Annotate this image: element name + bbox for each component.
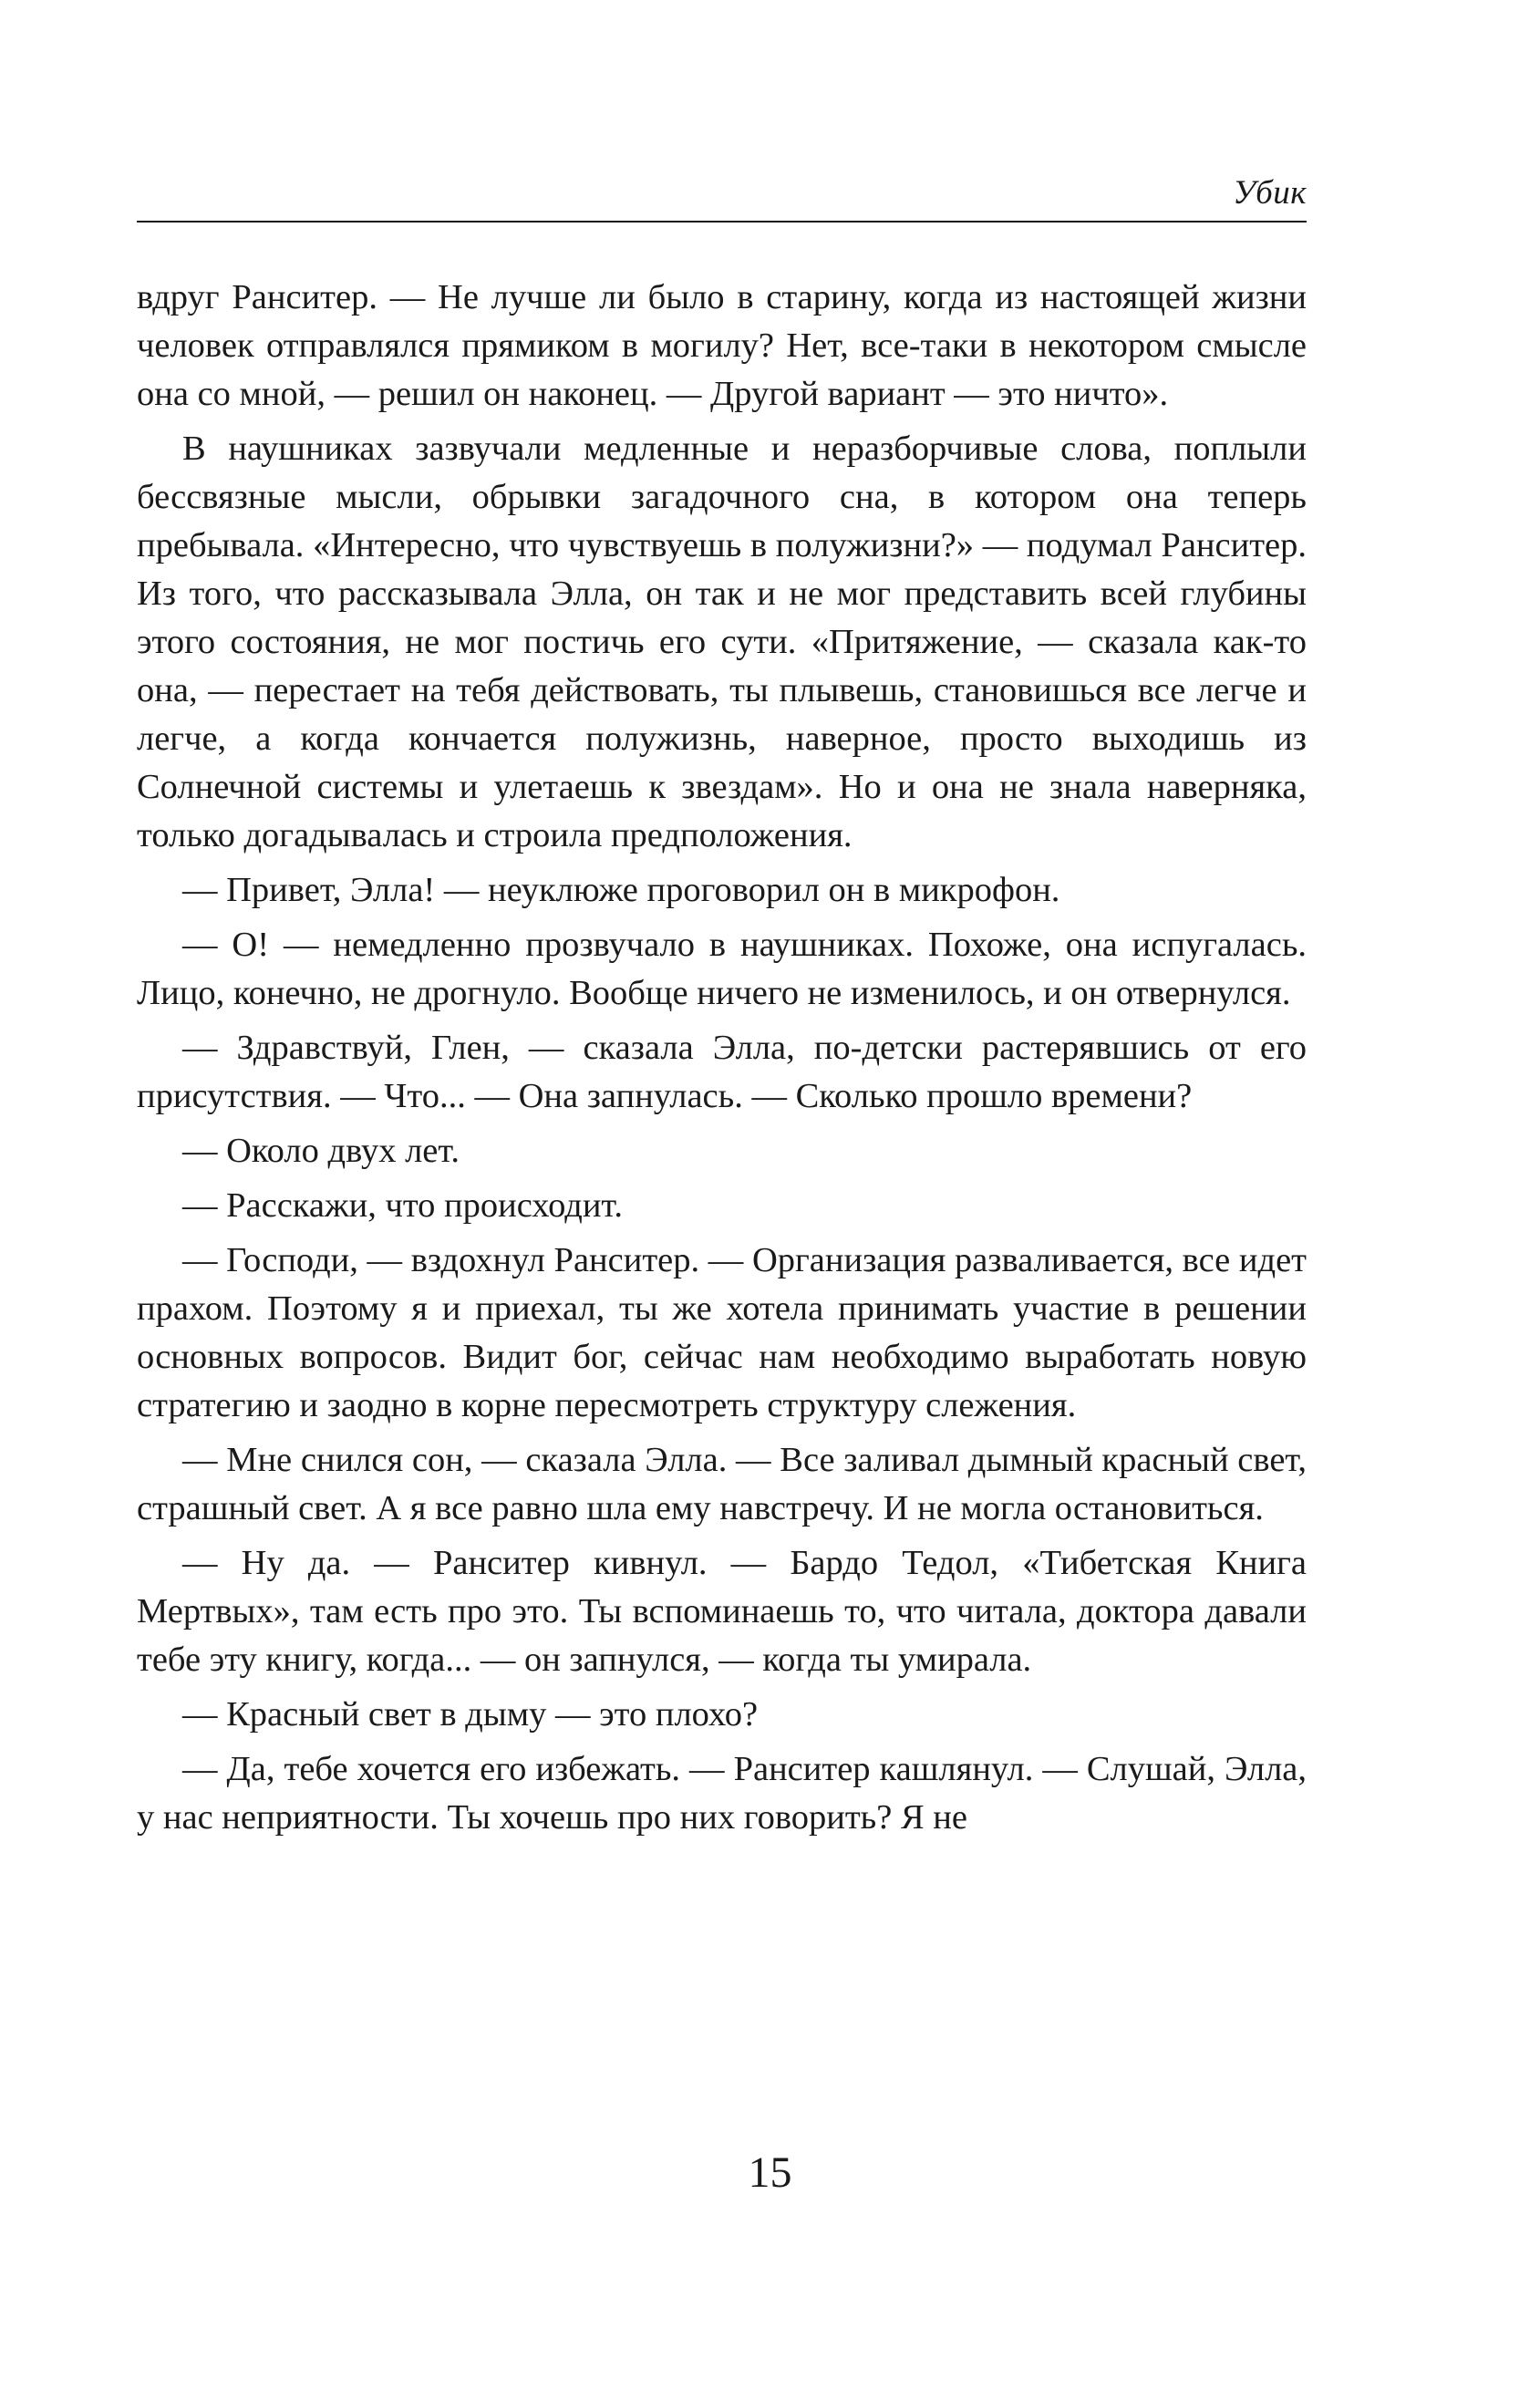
dialogue-line: — Ну да. — Ранситер кивнул. — Бардо Тедол, «Тибетская Книга Мертвых», там есть про это. Ты вспоминаешь то, что читала, доктора давали тебе эту книгу, когда... — он запнулся, — когда ты умирала. (137, 1544, 1307, 1679)
paragraph: В наушниках зазвучали медленные и неразборчивые слова, поплыли бессвязные мысли, обрывки загадочного сна, в котором она теперь пребывала. «Интересно, что чувствуешь в полужизни?» — подумал Ранситер. Из того, что рассказывала Элла, он так и не мог представить всей глубины этого состояния, не мог постичь его сути. «Притяжение, — сказала как-то она, — перестает на тебя действовать, ты плывешь, становишься все легче и легче, а когда кончается полужизнь, наверное, просто выходишь из Солнечной системы и улетаешь к звездам». Но и она не знала наверняка, только догадывалась и строила предположения. (137, 430, 1307, 854)
dialogue-line: — Красный свет в дыму — это плохо? (182, 1695, 759, 1734)
dialogue-line: — Здравствуй, Глен, — сказала Элла, по-детски растерявшись от его присутствия. — Что... — Она запнулась. — Сколько прошло времени? (137, 1029, 1307, 1115)
running-title: Убик (1233, 174, 1307, 212)
paragraph-continued: вдруг Ранситер. — Не лучше ли было в старину, когда из настоящей жизни человек отправлялся прямиком в могилу? Нет, все-таки в некотором смысле она со мной, — решил он наконец. — Другой вариант — это ничто». (137, 278, 1307, 413)
page-number: 15 (748, 2148, 792, 2197)
body-text (137, 274, 1307, 1848)
dialogue-line: — Господи, — вздохнул Ранситер. — Организация разваливается, все идет прахом. Поэтому я и приехал, ты же хотела принимать участие в решении основных вопросов. Видит бог, сейчас нам необходимо выработать новую стратегию и заодно в корне пересмотреть структуру слежения. (137, 1241, 1307, 1424)
dialogue-line: — Расскажи, что происходит. (182, 1186, 623, 1225)
running-head (137, 173, 1307, 223)
dialogue-line: — Около двух лет. (182, 1132, 460, 1170)
dialogue-line: — Привет, Элла! — неуклюже проговорил он в микрофон. (182, 871, 1060, 909)
dialogue-line: — Да, тебе хочется его избежать. — Ранситер кашлянул. — Слушай, Элла, у нас неприятности. Ты хочешь про них говорить? Я не (137, 1750, 1307, 1837)
dialogue-line: — О! — немедленно прозвучало в наушниках. Похоже, она испугалась. Лицо, конечно, не дрогнуло. Вообще ничего не изменилось, и он отвернулся. (137, 926, 1307, 1012)
dialogue-line: — Мне снился сон, — сказала Элла. — Все заливал дымный красный свет, страшный свет. А я все равно шла ему навстречу. И не могла остановиться. (137, 1441, 1307, 1527)
